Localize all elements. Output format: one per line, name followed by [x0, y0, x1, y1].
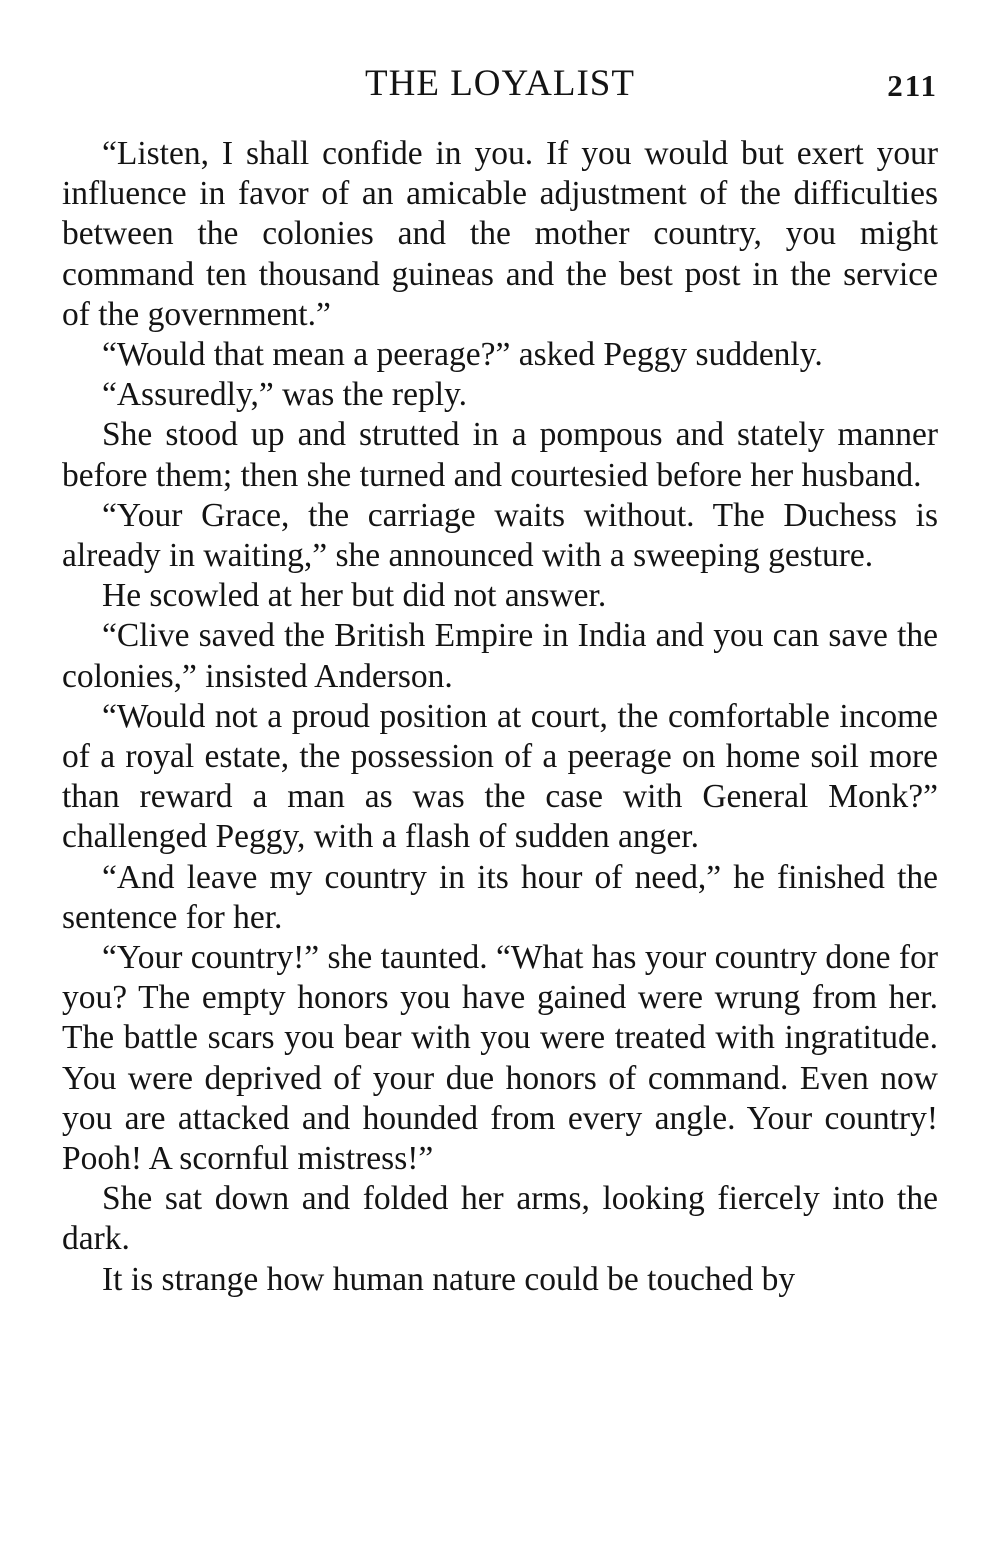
- paragraph: “Would that mean a peerage?” asked Peggy suddenly.: [102, 336, 823, 374]
- paragraph: “Listen, I shall confide in you. If you would but exert your influence in favor of an amicable adjustment of the difficulties between the colonies and the mother country, you might command ten thousand guineas and the best post in the service of the government.”: [62, 135, 938, 333]
- paragraph: “Would not a proud position at court, the comfortable income of a royal estate, the possession of a peerage on home soil more than reward a man as was the case with General Monk?” challenged Peggy, with a flash of sudden anger.: [62, 697, 938, 856]
- paragraph: She sat down and folded her arms, looking fiercely into the dark.: [62, 1180, 938, 1258]
- page-header: [62, 60, 938, 112]
- book-page: [62, 60, 938, 1300]
- paragraph: “Your Grace, the carriage waits without. The Duchess is already in waiting,” she announced with a sweeping gesture.: [62, 496, 938, 575]
- paragraph: “And leave my country in its hour of need,” he finished the sentence for her.: [62, 858, 938, 936]
- paragraph: She stood up and strutted in a pompous and stately manner before them; then she turned and courtesied before her husband.: [62, 416, 938, 494]
- paragraph: He scowled at her but did not answer.: [102, 577, 607, 615]
- paragraph: “Your country!” she taunted. “What has your country done for you? The empty honors you have gained were wrung from her. The battle scars you bear with you were treated with ingratitude. You were deprived of your due honors of command. Even now you are attacked and hounded from every angle. Your country! Pooh! A scornful mistress!”: [62, 939, 938, 1178]
- running-title: THE LOYALIST: [365, 63, 635, 104]
- paragraph: “Clive saved the British Empire in India and you can save the colonies,” insisted Anderson.: [62, 617, 938, 695]
- paragraph: “Assuredly,” was the reply.: [102, 376, 467, 414]
- page-number: 211: [887, 68, 938, 103]
- paragraph: It is strange how human nature could be touched by: [102, 1260, 796, 1298]
- body-text: [62, 134, 938, 1300]
